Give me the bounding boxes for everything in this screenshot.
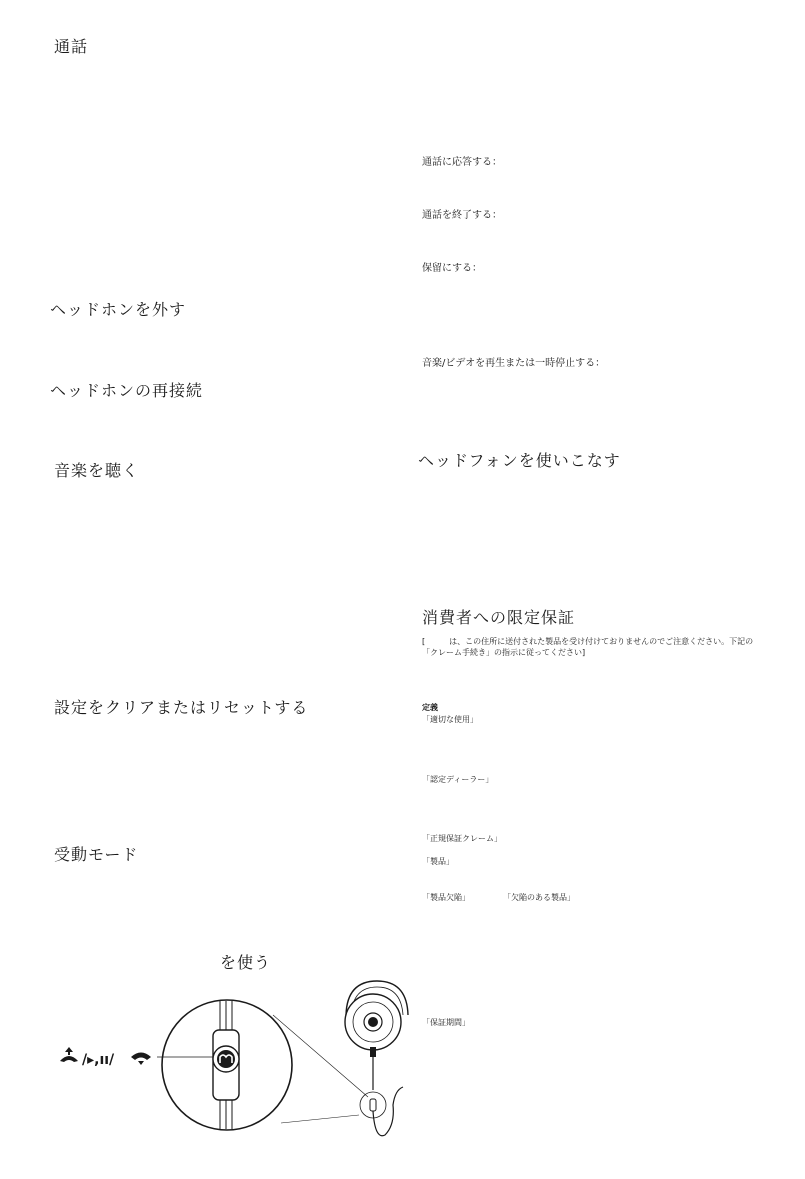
warranty-notice: [ は、この住所に送付された製品を受け付けておりませんのでご注意ください。下記の「クレーム手続き」の指示に従ってください] bbox=[422, 637, 754, 657]
heading-listen-music: 音楽を聴く bbox=[54, 461, 140, 480]
heading-limited-warranty: 消費者への限定保証 bbox=[422, 608, 576, 627]
heading-remove-headphones: ヘッドホンを外す bbox=[50, 300, 187, 319]
heading-use: を使う bbox=[220, 953, 272, 972]
definition-product: 「製品」 bbox=[422, 857, 454, 866]
definition-warranty-period: 「保証期間」 bbox=[422, 1018, 470, 1027]
answer-call-icon bbox=[60, 1047, 78, 1062]
answer-call-label: 通話に応答する： bbox=[422, 157, 502, 168]
end-call-icon bbox=[131, 1053, 151, 1066]
definition-proper-use: 「適切な使用」 bbox=[422, 715, 478, 724]
play-pause-label: 音楽/ビデオを再生または一時停止する： bbox=[422, 358, 606, 369]
definition-authorized-dealer: 「認定ディーラー」 bbox=[422, 775, 494, 784]
remote-control-illustration bbox=[55, 975, 410, 1169]
heading-reset-settings: 設定をクリアまたはリセットする bbox=[54, 698, 309, 717]
definition-product-defect: 「製品欠陥」 bbox=[422, 893, 470, 902]
heading-passive-mode: 受動モード bbox=[54, 845, 139, 864]
control-symbols-label: /▸,ıı/ bbox=[82, 1052, 115, 1068]
end-call-label: 通話を終了する： bbox=[422, 210, 502, 221]
heading-call: 通話 bbox=[54, 37, 89, 56]
headphone-icon bbox=[345, 981, 408, 1136]
definitions-heading: 定義 bbox=[422, 703, 438, 712]
definition-warranty-claim: 「正規保証クレーム」 bbox=[422, 834, 502, 843]
heading-master-headphones: ヘッドフォンを使いこなす bbox=[418, 451, 621, 470]
definition-defective-product: 「欠陥のある製品」 bbox=[503, 893, 575, 902]
hold-call-label: 保留にする： bbox=[422, 263, 482, 274]
heading-reconnect-headphones: ヘッドホンの再接続 bbox=[50, 381, 204, 400]
